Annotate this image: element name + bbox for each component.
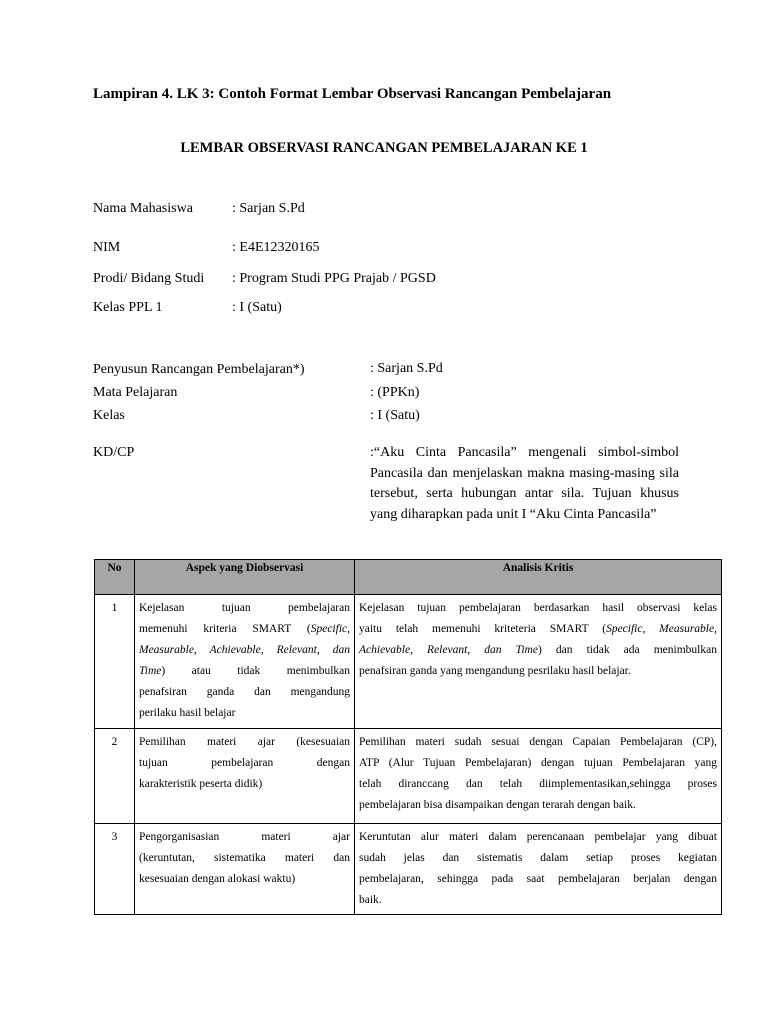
aspek-line: Pengorganisasian materi ajar <box>139 831 350 843</box>
nim-value: : E4E12320165 <box>232 240 320 255</box>
aspek-line <box>139 619 350 640</box>
aspek-text: ) atau tidak menimbulkan <box>161 665 350 677</box>
aspek-line: Kejelasan tujuan pembelajaran <box>139 602 350 614</box>
analisis-cell <box>355 729 722 824</box>
analisis-line: baik. <box>359 894 382 906</box>
lampiran-title: Lampiran 4. LK 3: Contoh Format Lembar Observasi Rancangan Pembelajaran <box>93 86 612 102</box>
aspek-text: memenuhi kriteria SMART ( <box>139 623 311 635</box>
kdcp-line: tersebut, serta hubungan antar sila. Tujuan khusus <box>370 486 679 501</box>
nama-label: Nama Mahasiswa <box>93 201 193 216</box>
kelas-label: Kelas <box>93 408 125 423</box>
penyusun-value: : Sarjan S.Pd <box>370 361 443 376</box>
aspek-line <box>139 661 350 682</box>
aspek-line: tujuan pembelajaran dengan <box>139 757 350 769</box>
observation-table <box>94 559 722 915</box>
analisis-cell <box>355 824 722 915</box>
kelas-value: : I (Satu) <box>370 408 420 423</box>
mapel-value: : (PPKn) <box>370 385 420 400</box>
kdcp-line: :“Aku Cinta Pancasila” mengenali simbol-simbol <box>370 445 679 460</box>
aspek-line: Pemilihan materi ajar (kesesuaian <box>139 736 350 748</box>
aspek-italic: Specific, <box>310 623 350 635</box>
kelas-ppl-value: : I (Satu) <box>232 300 282 315</box>
analisis-italic: Achievable, Relevant, dan Time <box>359 644 538 656</box>
aspek-italic: Measurable, Achievable, Relevant, dan <box>139 644 350 656</box>
mapel-label: Mata Pelajaran <box>93 385 178 400</box>
analisis-line: Kejelasan tujuan pembelajaran berdasarkan hasil observasi kelas <box>359 602 717 614</box>
table-header-row <box>95 560 722 595</box>
aspek-cell <box>135 824 355 915</box>
row-number: 3 <box>95 824 135 915</box>
header-no: No <box>95 560 135 595</box>
header-analisis: Analisis Kritis <box>355 560 722 595</box>
analisis-italic: Specific, Measurable, <box>606 623 717 635</box>
analisis-line: penafsiran ganda yang mengandung pesrilaku hasil belajar. <box>359 665 631 677</box>
analisis-line: pembelajaran, sehingga pada saat pembelajaran berjalan dengan <box>359 873 717 885</box>
kdcp-value <box>370 443 679 525</box>
aspek-line: perilaku hasil belajar <box>139 707 236 719</box>
row-number: 1 <box>95 595 135 729</box>
analisis-line: ATP (Alur Tujuan Pembelajaran) dengan tujuan Pembelajaran yang <box>359 757 717 769</box>
analisis-line: pembelajaran bisa disampaikan dengan terarah dengan baik. <box>359 799 636 811</box>
aspek-line: karakteristik peserta didik) <box>139 778 263 790</box>
nim-label: NIM <box>93 240 121 255</box>
header-aspek: Aspek yang Diobservasi <box>135 560 355 595</box>
aspek-line: kesesuaian dengan alokasi waktu) <box>139 873 296 885</box>
table-row <box>95 595 722 729</box>
kdcp-line: yang diharapkan pada unit I “Aku Cinta Pancasila” <box>370 506 657 522</box>
analisis-text: yaitu telah memenuhi kriteteria SMART ( <box>359 623 607 635</box>
analisis-line: Pemilihan materi sudah sesuai dengan Capaian Pembelajaran (CP), <box>359 736 717 748</box>
table-row <box>95 729 722 824</box>
penyusun-label: Penyusun Rancangan Pembelajaran*) <box>93 362 305 377</box>
aspek-italic: Time <box>139 665 162 677</box>
table-row <box>95 824 722 915</box>
kdcp-label: KD/CP <box>93 445 135 460</box>
nama-value: : Sarjan S.Pd <box>232 201 305 216</box>
analisis-line <box>359 640 717 661</box>
kelas-ppl-label: Kelas PPL 1 <box>93 300 163 315</box>
kdcp-line: Pancasila dan menjelaskan makna masing-masing sila <box>370 465 679 481</box>
prodi-label: Prodi/ Bidang Studi <box>93 271 205 286</box>
aspek-line <box>139 640 350 661</box>
aspek-line: (keruntutan, sistematika materi dan <box>139 852 350 864</box>
aspek-cell <box>135 729 355 824</box>
analisis-line <box>359 619 717 640</box>
form-heading: LEMBAR OBSERVASI RANCANGAN PEMBELAJARAN KE 1 <box>180 140 588 156</box>
analisis-line: Keruntutan alur materi dalam perencanaan pembelajar yang dibuat <box>359 831 717 843</box>
prodi-value: : Program Studi PPG Prajab / PGSD <box>232 271 436 286</box>
row-number: 2 <box>95 729 135 824</box>
aspek-line: penafsiran ganda dan mengandung <box>139 686 350 698</box>
analisis-line: telah diranccang dan telah diimplementasikan,sehingga proses <box>359 778 717 790</box>
aspek-cell <box>135 595 355 729</box>
analisis-text: ) dan tidak ada menimbulkan <box>537 644 717 656</box>
analisis-cell <box>355 595 722 729</box>
analisis-line: sudah jelas dan sistematis dalam setiap proses kegiatan <box>359 852 717 864</box>
